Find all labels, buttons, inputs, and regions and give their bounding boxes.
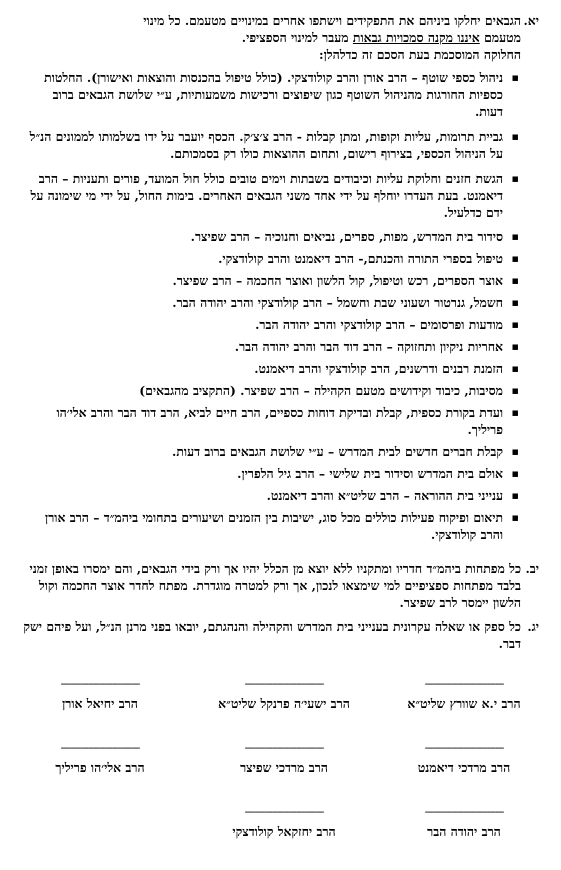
intro-text: מעבר למינוי הספציפי.: [241, 30, 353, 45]
signer-name: הרב י.א שוורץ שליט״א: [407, 696, 521, 711]
list-item: ▪ תיאום ופיקוח פעילות כוללים מכל סוג, ישיבות בין הזמנים ושיעורים בתחומי ביהמ״ד – הרב אורן והרב קולודצקי.: [22, 509, 521, 543]
signature-line: -----------------------------: [60, 678, 140, 690]
signature-line: -----------------------------: [244, 678, 324, 690]
section-11: [22, 12, 539, 543]
section-intro-line-1: הגבאים יחלקו ביניהם את התפקידים וישתפו אחרים במינויים מטעמם. כל מינוי: [143, 13, 521, 28]
section-text: כל ספק או שאלה עקרונית בענייני בית המדרש והקהילה והנהגתם, יובאו בפני מרנן הנ״ל, ועל פיהם ישק דבר.: [23, 619, 521, 651]
list-item: ▪ ועדת בקורת כספית, קבלת ובדיקת דוחות כספיים, הרב חיים לביא, הרב דוד הבר והרב אלי׳הו פריליך.: [22, 404, 521, 438]
signature-line: -----------------------------: [60, 742, 140, 754]
signature: [209, 678, 359, 712]
section-12: [22, 560, 539, 611]
section-intro-line-2: [22, 29, 521, 46]
signature-block: [22, 678, 539, 870]
signature-row: [22, 678, 539, 742]
list-item: ▪ גביית תרומות, עליות וקופות, ומתן קבלות - הרב צ׳צ׳ק. הכסף יועבר על ידו בשלמותו לממונים הנ״ל על הניהול הכספי, בצירוף רישום, ותחום ההוצאות כולו רק בסמכותם.: [22, 128, 521, 162]
signature: [389, 806, 539, 840]
list-item: ▪ אוצר הספרים, רכש וטיפול, קול הלשון ואוצר החכמה – הרב שפיצר.: [22, 272, 521, 289]
section-number: יא.: [523, 13, 539, 28]
signature: [25, 742, 175, 776]
signer-name: הרב מרדכי שפיצר: [240, 760, 328, 775]
signature: [389, 678, 539, 712]
signature-line: -----------------------------: [244, 806, 324, 818]
signer-name: הרב יחזקאל קולודצקי: [232, 824, 336, 839]
duty-list: [22, 69, 521, 543]
list-item: ▪ הזמנת רבנים ודרשנים, הרב קולודצקי והרב דיאמנט.: [22, 360, 521, 377]
section-intro-line-3: החלוקה המוסכמת בעת הסכם זה כדלהלן:: [319, 47, 521, 62]
section-number: יב.: [525, 561, 539, 576]
list-item: ▪ ניהול כספי שוטף – הרב אורן והרב קולודצקי. (כולל טיפול בהכנסות והוצאות ואישורן). החלטות כספיות החורגות מהניהול השוטף כגון שיפוצים ורכישות משמעותיות, ע״י שלושת הגבאים ברוב דעות.: [22, 69, 521, 120]
underlined-phrase: איננו מקנה סמכויות גבאות: [352, 30, 480, 45]
section-number: יג.: [527, 619, 539, 634]
signature: [389, 742, 539, 776]
signature-line: -----------------------------: [424, 806, 504, 818]
signer-name: הרב אלי׳הו פריליך: [55, 760, 145, 775]
list-item: ▪ ענייני בית ההוראה – הרב שליט״א והרב דיאמנט.: [22, 487, 521, 504]
signer-name: הרב מרדכי דיאמנט: [417, 760, 511, 775]
list-item: ▪ מודעות ופרסומים – הרב קולודצקי והרב יהודה הבר.: [22, 316, 521, 333]
signer-name: הרב ישעי׳ה פרנקל שליט״א: [218, 696, 350, 711]
section-13: [22, 618, 539, 652]
signer-name: הרב יהודה הבר: [427, 824, 501, 839]
list-item: ▪ אחריות ניקיון ותחזוקה – הרב דוד הבר והרב יהודה הבר.: [22, 338, 521, 355]
list-item: ▪ סידור בית המדרש, מפות, ספרים, נביאים וחנוכיה – הרב שפיצר.: [22, 228, 521, 245]
signature: [25, 678, 175, 712]
signature-row: [22, 742, 539, 806]
section-text: כל מפתחות ביהמ״ד חדריו ומתקניו ללא יוצא מן הכלל יהיו אך ורק בידי הגבאים, והם ימסרו באופן זמני בלבד מפתחות ספציפיים למי שימצאו לנכון, אך ורק למטרה מוגדרת. מפתח לחדר אוצר החכמה וקול הלשון יימסר לרב שפיצר.: [29, 561, 521, 610]
signer-name: הרב יחיאל אורן: [62, 696, 138, 711]
intro-text: מטעמם: [479, 30, 521, 45]
list-item: ▪ חשמל, גנרטור ושעוני שבת וחשמל – הרב קולודצקי והרב יהודה הבר.: [22, 294, 521, 311]
list-item: ▪ טיפול בספרי התורה והכנתם,- הרב דיאמנט והרב קולודצקי.: [22, 250, 521, 267]
signature: [209, 742, 359, 776]
list-item: ▪ הגשת חזנים וחלוקת עליות וכיבודים בשבתות וימים טובים כולל חול המועד, פורים ותעניות – הרב דיאמנט. בעת העדרו יוחלף על ידי אחד משני הגבאים האחרים. בימות החול, על ידי מי שימונה על ידם כדלעיל.: [22, 170, 521, 221]
list-item: ▪ מסיבות, כיבוד וקידושים מטעם הקהילה – הרב שפיצר. (התקציב מהגבאים): [22, 382, 521, 399]
list-item: ▪ קבלת חברים חדשים לבית המדרש – ע״י שלושת הגבאים ברוב דעות.: [22, 443, 521, 460]
signature-row: [22, 806, 539, 870]
signature-line: -----------------------------: [424, 678, 504, 690]
signature: [209, 806, 359, 840]
list-item: ▪ אולם בית המדרש וסידור בית שלישי – הרב גיל הלפרין.: [22, 465, 521, 482]
signature-line: -----------------------------: [424, 742, 504, 754]
signature-line: -----------------------------: [244, 742, 324, 754]
